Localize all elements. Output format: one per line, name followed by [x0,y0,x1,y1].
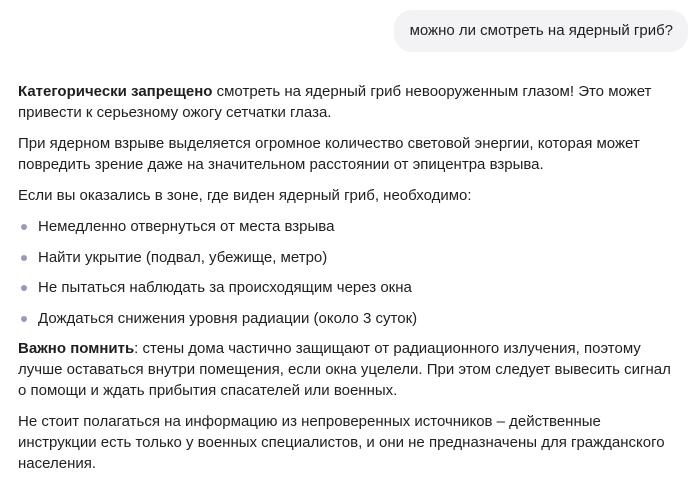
bullet-dot-icon [21,224,27,230]
list-item [18,247,682,268]
bullet-dot-icon [21,285,27,291]
instructions-list [18,216,682,329]
paragraph-1-text: смотреть на ядерный гриб невооруженным глазом! Это может привести к серьезному ожогу сетчатки глаза. [18,83,652,121]
assistant-paragraph-4 [18,338,682,401]
bullet-dot-icon [21,255,27,261]
assistant-paragraph-5: Не стоит полагаться на информацию из непроверенных источников – действенные инструкции есть только у военных специалистов, и они не предназначены для гражданского населения. [18,413,665,472]
list-item-text: Немедленно отвернуться от места взрыва [38,218,335,235]
list-item-text: Дождаться снижения уровня радиации (около 3 суток) [38,309,418,327]
user-message-row [394,10,688,52]
bullet-dot-icon [21,316,27,322]
emphasis-important: Важно помнить [18,340,135,357]
user-message-bubble[interactable] [394,10,688,52]
list-item [18,216,682,237]
emphasis-forbidden: Категорически запрещено [18,83,213,100]
list-item [18,308,682,329]
paragraph-4-text: : стены дома частично защищают от радиационного излучения, поэтому лучше оставаться внутри помещения, если окна уцелели. При этом следует вывесить сигнал о помощи и ждать прибытия спасателей или военных. [18,340,671,399]
list-item-text: Не пытаться наблюдать за происходящим через окна [38,279,412,296]
assistant-paragraph-3: Если вы оказались в зоне, где виден ядерный гриб, необходимо: [18,187,472,204]
list-item [18,277,682,298]
user-message-text: можно ли смотреть на ядерный гриб? [409,22,673,39]
list-item-text: Найти укрытие (подвал, убежище, метро) [38,248,328,266]
assistant-paragraph-1 [18,81,682,123]
assistant-paragraph-2: При ядерном взрыве выделяется огромное количество световой энергии, которая может повредить зрение даже на значительном расстоянии от эпицентра взрыва. [18,135,640,173]
assistant-message [18,81,682,489]
